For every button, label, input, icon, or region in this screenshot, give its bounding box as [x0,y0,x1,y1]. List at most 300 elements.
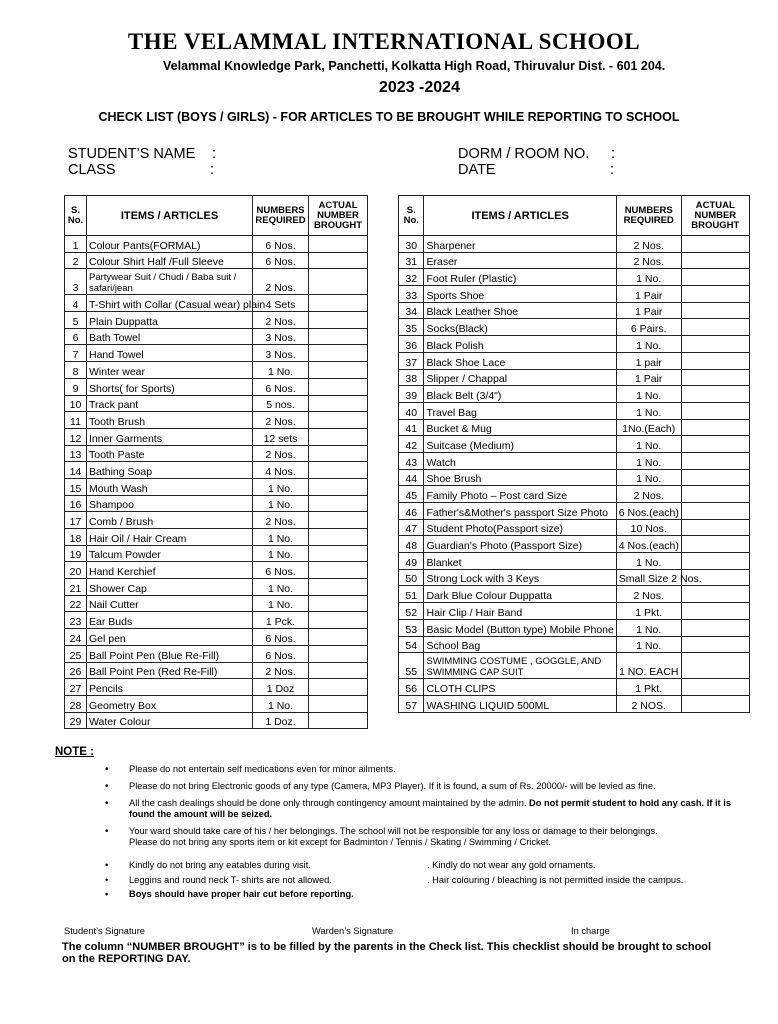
table-row [399,419,750,436]
numbers-required: 1 Pkt. [616,679,681,696]
sno-header: S. No. [399,196,424,236]
actual-number-cell[interactable] [309,412,368,429]
item-name: Talcum Powder [87,545,253,562]
actual-number-cell[interactable] [681,519,749,536]
item-name: Tooth Brush [87,412,253,429]
item-name: Hair Oil / Hair Cream [87,529,253,546]
numbers-required: 1 Pkt. [616,603,681,620]
serial-number: 49 [399,553,424,570]
actual-number-cell[interactable] [681,469,749,486]
actual-number-cell[interactable] [309,428,368,445]
actual-number-header: ACTUAL NUMBER BROUGHT [681,196,749,236]
table-row [65,645,368,662]
item-name: Plain Duppatta [87,312,253,329]
serial-number: 43 [399,452,424,469]
note-leggins: • Leggins and round neck T- shirts are not allowed. [129,875,332,885]
actual-number-cell[interactable] [681,236,749,253]
numbers-required: 1 No. [616,553,681,570]
serial-number: 23 [65,612,87,629]
item-name: Dark Blue Colour Duppatta [424,586,616,603]
table-row [65,695,368,712]
numbers-required: 1 Pair [616,286,681,303]
serial-number: 7 [65,345,87,362]
table-row [399,519,750,536]
actual-number-cell[interactable] [681,436,749,453]
serial-number: 57 [399,695,424,712]
item-name: Ear Buds [87,612,253,629]
actual-number-cell[interactable] [309,445,368,462]
item-name: Shampoo [87,495,253,512]
numbers-required: 10 Nos. [616,519,681,536]
actual-number-cell[interactable] [681,586,749,603]
actual-number-cell[interactable] [681,319,749,336]
serial-number: 1 [65,236,87,253]
numbers-required: 1 Pair [616,369,681,386]
table-row [399,486,750,503]
serial-number: 46 [399,503,424,520]
school-address: Velammal Knowledge Park, Panchetti, Kolkatta High Road, Thiruvalur Dist. - 601 204. [163,59,666,73]
footer-instruction: The column “NUMBER BROUGHT” is to be filled by the parents in the Check list. This checklist should be brought to school on the REPORTING DAY. [62,941,712,965]
actual-number-cell[interactable] [681,419,749,436]
numbers-required: 2 Nos. [616,252,681,269]
actual-number-cell[interactable] [309,512,368,529]
table-row [399,603,750,620]
item-name: Bathing Soap [87,462,253,479]
serial-number: 47 [399,519,424,536]
serial-number: 21 [65,579,87,596]
actual-number-cell[interactable] [681,536,749,553]
table-row [399,436,750,453]
numbers-required: 6 Nos. [253,236,309,253]
item-name: Socks(Black) [424,319,616,336]
item-name: Comb / Brush [87,512,253,529]
numbers-required-header: NUMBERS REQUIRED [616,196,681,236]
numbers-required: 1 pair [616,352,681,369]
actual-number-cell[interactable] [681,603,749,620]
serial-number: 10 [65,395,87,412]
actual-number-cell[interactable] [309,462,368,479]
note-text: Your ward should take care of his / her belongings. The school will not be responsible for any loss or damage to their belongings. [129,826,658,836]
serial-number: 53 [399,619,424,636]
actual-number-cell[interactable] [309,545,368,562]
numbers-required: 4 Nos. [253,462,309,479]
note-item [105,826,733,848]
serial-number: 44 [399,469,424,486]
serial-number: 27 [65,679,87,696]
notes-list [105,764,733,851]
actual-number-cell[interactable] [309,395,368,412]
table-row [65,462,368,479]
student-name-colon: : [212,146,217,162]
table-row [65,395,368,412]
actual-number-cell[interactable] [309,362,368,379]
table-row [399,536,750,553]
serial-number: 29 [65,712,87,729]
note-bold-text: Do not permit student to hold any cash. If it is found the amount will be seized. [129,798,731,819]
actual-number-cell[interactable] [309,495,368,512]
table-row [65,529,368,546]
table-row [399,386,750,403]
item-name: Winter wear [87,362,253,379]
item-name: Hand Towel [87,345,253,362]
item-name: School Bag [424,636,616,653]
table-row [65,236,368,253]
serial-number: 26 [65,662,87,679]
table-row [65,295,368,312]
item-name: Family Photo – Post card Size [424,486,616,503]
serial-number: 41 [399,419,424,436]
numbers-required: 1 No. [253,478,309,495]
item-name: Guardian’s Photo (Passport Size) [424,536,616,553]
serial-number: 19 [65,545,87,562]
items-header: ITEMS / ARTICLES [424,196,616,236]
numbers-required: Small Size 2 Nos. [616,569,681,586]
serial-number: 32 [399,269,424,286]
item-name: Bath Towel [87,328,253,345]
serial-number: 20 [65,562,87,579]
table-row [65,579,368,596]
actual-number-cell[interactable] [309,345,368,362]
table-row [399,636,750,653]
actual-number-cell[interactable] [309,252,368,269]
item-name: Hand Kerchief [87,562,253,579]
actual-number-cell[interactable] [681,352,749,369]
table-row [399,236,750,253]
date-colon: : [610,162,615,178]
item-name: T-Shirt with Collar (Casual wear) plain [87,295,253,312]
serial-number: 37 [399,352,424,369]
numbers-required: 2 Nos. [616,236,681,253]
actual-number-cell[interactable] [681,619,749,636]
numbers-required: 3 Nos. [253,345,309,362]
numbers-required: 6 Pairs. [616,319,681,336]
numbers-required: 1 No. [616,619,681,636]
table-row [65,252,368,269]
numbers-required: 1 No. [253,695,309,712]
note-item: • Please do not entertain self medications even for minor ailments. [105,764,733,775]
numbers-required: 1 No. [253,545,309,562]
item-name: Colour Pants(FORMAL) [87,236,253,253]
actual-number-cell[interactable] [309,562,368,579]
dorm-colon: : [611,146,616,162]
actual-number-cell[interactable] [309,529,368,546]
table-row [65,428,368,445]
student-signature: Student’s Signature [64,926,145,936]
serial-number: 36 [399,336,424,353]
numbers-required: 2 Nos. [616,486,681,503]
table-row [65,378,368,395]
item-name: Ball Point Pen (Red Re-Fill) [87,662,253,679]
serial-number: 13 [65,445,87,462]
numbers-required: 1 No. [616,336,681,353]
actual-number-cell[interactable] [309,645,368,662]
serial-number: 24 [65,629,87,646]
actual-number-cell[interactable] [309,712,368,729]
numbers-required: 2 Nos. [616,586,681,603]
serial-number: 2 [65,252,87,269]
academic-year: 2023 -2024 [379,79,460,96]
actual-number-cell[interactable] [309,695,368,712]
serial-number: 39 [399,386,424,403]
actual-number-cell[interactable] [681,679,749,696]
actual-number-cell[interactable] [681,252,749,269]
item-name: Shoe Brush [424,469,616,486]
actual-number-cell[interactable] [309,295,368,312]
item-name: Bucket & Mug [424,419,616,436]
serial-number: 11 [65,412,87,429]
numbers-required: 12 sets [253,428,309,445]
table-row [65,629,368,646]
actual-number-cell[interactable] [309,328,368,345]
serial-number: 51 [399,586,424,603]
item-name: Tooth Paste [87,445,253,462]
numbers-required: 4 Nos.(each) [616,536,681,553]
actual-number-cell[interactable] [681,636,749,653]
serial-number: 22 [65,595,87,612]
item-name: Gel pen [87,629,253,646]
numbers-required: 1 Pair [616,302,681,319]
item-name: Shorts( for Sports) [87,378,253,395]
serial-number: 30 [399,236,424,253]
actual-number-cell[interactable] [309,679,368,696]
item-name: Strong Lock with 3 Keys [424,569,616,586]
numbers-required: 2 Nos. [253,412,309,429]
table-row [399,369,750,386]
actual-number-cell[interactable] [681,653,749,679]
numbers-required: 1 No. [616,452,681,469]
table-row [399,269,750,286]
table-row [399,336,750,353]
actual-number-cell[interactable] [681,503,749,520]
serial-number: 40 [399,402,424,419]
numbers-required: 2 Nos. [253,445,309,462]
actual-number-cell[interactable] [681,286,749,303]
table-row [65,445,368,462]
note-title: NOTE : [55,746,94,758]
table-row [65,662,368,679]
numbers-required: 2 Nos. [253,662,309,679]
actual-number-cell[interactable] [309,579,368,596]
table-row [399,586,750,603]
serial-number: 16 [65,495,87,512]
serial-number: 52 [399,603,424,620]
numbers-required: 1 Pck. [253,612,309,629]
serial-number: 5 [65,312,87,329]
table-row [399,302,750,319]
table-row [65,345,368,362]
actual-number-cell[interactable] [681,553,749,570]
table-row [65,328,368,345]
actual-number-cell[interactable] [309,269,368,295]
table-row [65,712,368,729]
table-row [399,553,750,570]
item-name: WASHING LIQUID 500ML [424,695,616,712]
item-name: Inner Garments [87,428,253,445]
table-row [65,478,368,495]
item-name: Father's&Mother's passport Size Photo [424,503,616,520]
numbers-required-header: NUMBERS REQUIRED [253,196,309,236]
numbers-required: 6 Nos. [253,629,309,646]
note-text: Please do not bring any sports item or kit except for Badminton / Tennis / Skating / Swimming / Cricket. [129,837,551,847]
dorm-label: DORM / ROOM NO. [458,146,590,162]
item-name: Sports Shoe [424,286,616,303]
note-eatables: • Kindly do not bring any eatables during visit. [129,860,311,870]
serial-number: 34 [399,302,424,319]
table-row [65,679,368,696]
numbers-required: 6 Nos. [253,252,309,269]
serial-number: 12 [65,428,87,445]
table-row [65,545,368,562]
actual-number-cell[interactable] [681,269,749,286]
item-name: Black Shoe Lace [424,352,616,369]
table-row [399,653,750,679]
note-hair-colour: . Hair colouring / bleaching is not permitted inside the campus. [427,875,684,885]
item-name: Black Leather Shoe [424,302,616,319]
table-row [65,612,368,629]
numbers-required: 6 Nos. [253,562,309,579]
actual-number-cell[interactable] [681,369,749,386]
table-row [399,352,750,369]
item-name: Basic Model (Button type) Mobile Phone [424,619,616,636]
table-row [399,679,750,696]
actual-number-cell[interactable] [309,662,368,679]
serial-number: 9 [65,378,87,395]
serial-number: 45 [399,486,424,503]
item-name: SWIMMING COSTUME , GOGGLE, AND SWIMMING CAP SUIT [424,653,616,679]
numbers-required: 1 No. [253,529,309,546]
item-name: Ball Point Pen (Blue Re-Fill) [87,645,253,662]
item-name: Water Colour [87,712,253,729]
serial-number: 55 [399,653,424,679]
left-checklist-table [64,195,368,729]
numbers-required: 1 No. [616,386,681,403]
note-item: • Please do not bring Electronic goods of any type (Camera, MP3 Player). If it is found, a sum of Rs. 20000/- will be levied as fine. [105,781,733,792]
actual-number-cell[interactable] [681,486,749,503]
numbers-required: 2 Nos. [253,512,309,529]
actual-number-cell[interactable] [681,695,749,712]
item-name: Pencils [87,679,253,696]
actual-number-cell[interactable] [681,336,749,353]
items-header: ITEMS / ARTICLES [87,196,253,236]
numbers-required: 1 No. [253,579,309,596]
serial-number: 18 [65,529,87,546]
class-colon: : [210,162,215,178]
serial-number: 28 [65,695,87,712]
item-name: Suitcase (Medium) [424,436,616,453]
numbers-required: 1 No. [253,495,309,512]
table-row [65,312,368,329]
right-checklist-table [398,195,750,713]
table-row [65,562,368,579]
serial-number: 48 [399,536,424,553]
table-row [399,695,750,712]
item-name: Foot Ruler (Plastic) [424,269,616,286]
actual-number-cell[interactable] [681,402,749,419]
table-row [399,319,750,336]
serial-number: 25 [65,645,87,662]
table-row [65,412,368,429]
actual-number-cell[interactable] [309,595,368,612]
table-row [399,286,750,303]
serial-number: 35 [399,319,424,336]
item-name: Hair Clip / Hair Band [424,603,616,620]
actual-number-cell[interactable] [309,478,368,495]
numbers-required: 1 No. [616,469,681,486]
table-row [65,269,368,295]
serial-number: 3 [65,269,87,295]
table-row [399,503,750,520]
table-row [399,252,750,269]
serial-number: 33 [399,286,424,303]
item-name: Sharpener [424,236,616,253]
checklist-title: CHECK LIST (BOYS / GIRLS) - FOR ARTICLES TO BE BROUGHT WHILE REPORTING TO SCHOOL [98,110,680,124]
table-row [65,362,368,379]
item-name: Shower Cap [87,579,253,596]
numbers-required: 6 Nos.(each) [616,503,681,520]
incharge-signature: In charge [571,926,610,936]
numbers-required: 1 No. [253,362,309,379]
serial-number: 14 [65,462,87,479]
note-haircut: • Boys should have proper hair cut before reporting. [129,889,354,899]
numbers-required: 1 No. [616,269,681,286]
item-name: Eraser [424,252,616,269]
numbers-required: 1 Doz. [253,712,309,729]
class-label: CLASS [68,162,116,178]
item-name: Black Belt (3/4") [424,386,616,403]
numbers-required: 1No.(Each) [616,419,681,436]
serial-number: 50 [399,569,424,586]
student-name-label: STUDENT’S NAME [68,146,196,162]
serial-number: 17 [65,512,87,529]
actual-number-cell[interactable] [309,378,368,395]
serial-number: 56 [399,679,424,696]
actual-number-cell[interactable] [681,452,749,469]
actual-number-cell[interactable] [309,629,368,646]
actual-number-cell[interactable] [681,386,749,403]
serial-number: 6 [65,328,87,345]
table-row [399,619,750,636]
serial-number: 8 [65,362,87,379]
table-row [399,569,750,586]
numbers-required: 1 No. [253,595,309,612]
actual-number-cell[interactable] [309,236,368,253]
item-name: Nail Cutter [87,595,253,612]
item-name: CLOTH CLIPS [424,679,616,696]
serial-number: 15 [65,478,87,495]
item-name: Slipper / Chappal [424,369,616,386]
numbers-required: 6 Nos. [253,645,309,662]
table-row [399,469,750,486]
actual-number-cell[interactable] [681,302,749,319]
numbers-required: 1 No. [616,636,681,653]
actual-number-cell[interactable] [309,312,368,329]
numbers-required: 1 No. [616,402,681,419]
numbers-required: 6 Nos. [253,378,309,395]
serial-number: 54 [399,636,424,653]
serial-number: 42 [399,436,424,453]
date-label: DATE [458,162,496,178]
numbers-required: 1 NO. EACH [616,653,681,679]
item-name: Track pant [87,395,253,412]
item-name: Mouth Wash [87,478,253,495]
item-name: Partywear Suit / Chudi / Baba suit / safari/jean [87,269,253,295]
item-name: Blanket [424,553,616,570]
actual-number-cell[interactable] [309,612,368,629]
item-name: Geometry Box [87,695,253,712]
item-name: Travel Bag [424,402,616,419]
numbers-required: 2 Nos. [253,269,309,295]
serial-number: 38 [399,369,424,386]
